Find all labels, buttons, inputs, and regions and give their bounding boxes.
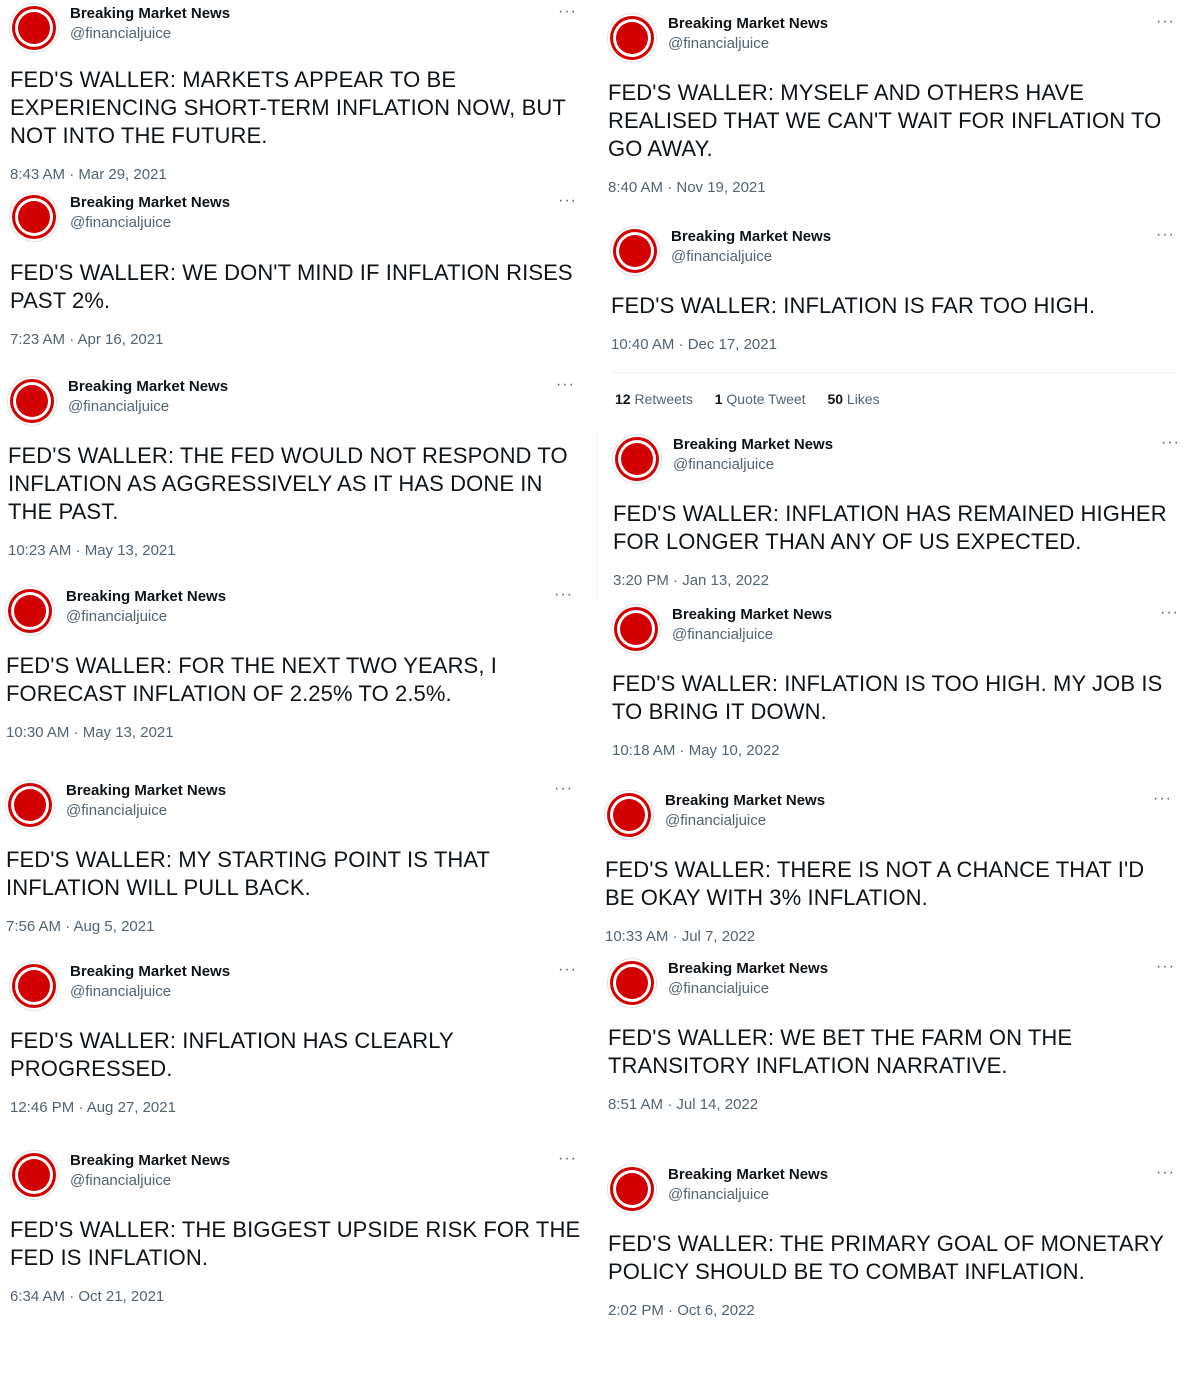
more-options-icon[interactable]: ··· bbox=[558, 192, 577, 209]
account-name[interactable]: Breaking Market News bbox=[665, 792, 826, 809]
avatar[interactable] bbox=[608, 1165, 656, 1213]
avatar[interactable] bbox=[612, 605, 660, 653]
tweet-timestamp[interactable]: 3:20 PM · Jan 13, 2022 bbox=[613, 572, 769, 589]
more-options-icon[interactable]: ··· bbox=[1156, 226, 1175, 243]
tweet-timestamp[interactable]: 6:34 AM · Oct 21, 2021 bbox=[10, 1288, 165, 1305]
account-name[interactable]: Breaking Market News bbox=[70, 5, 231, 22]
likes-link[interactable]: 50 Likes bbox=[827, 391, 880, 407]
logo-icon bbox=[10, 379, 54, 423]
account-handle[interactable]: @financialjuice bbox=[70, 214, 172, 231]
more-options-icon[interactable]: ··· bbox=[1153, 790, 1172, 807]
tweet-text: FED'S WALLER: WE DON'T MIND IF INFLATION RISES PAST 2%. bbox=[10, 260, 573, 313]
more-options-icon[interactable]: ··· bbox=[1161, 434, 1180, 451]
tweet-text: FED'S WALLER: INFLATION HAS REMAINED HIGHER FOR LONGER THAN ANY OF US EXPECTED. bbox=[613, 501, 1167, 554]
account-name[interactable]: Breaking Market News bbox=[668, 15, 829, 32]
logo-icon bbox=[12, 6, 56, 50]
more-options-icon[interactable]: ··· bbox=[1160, 604, 1179, 621]
avatar[interactable] bbox=[608, 959, 656, 1007]
account-handle[interactable]: @financialjuice bbox=[665, 812, 767, 829]
account-handle[interactable]: @financialjuice bbox=[70, 1172, 172, 1189]
tweet-text: FED'S WALLER: THE PRIMARY GOAL OF MONETARY POLICY SHOULD BE TO COMBAT INFLATION. bbox=[608, 1231, 1165, 1284]
more-options-icon[interactable]: ··· bbox=[558, 961, 577, 978]
more-options-icon[interactable]: ··· bbox=[1156, 1164, 1175, 1181]
logo-icon bbox=[614, 607, 658, 651]
logo-icon bbox=[607, 793, 651, 837]
logo-icon bbox=[8, 783, 52, 827]
account-handle[interactable]: @financialjuice bbox=[668, 980, 770, 997]
tweet-timestamp[interactable]: 12:46 PM · Aug 27, 2021 bbox=[10, 1099, 176, 1116]
avatar[interactable] bbox=[613, 435, 661, 483]
retweets-link[interactable]: 12 Retweets bbox=[615, 391, 693, 407]
account-name[interactable]: Breaking Market News bbox=[668, 1166, 829, 1183]
tweet-timestamp[interactable]: 10:40 AM · Dec 17, 2021 bbox=[611, 336, 777, 353]
tweet-text: FED'S WALLER: WE BET THE FARM ON THE TRANSITORY INFLATION NARRATIVE. bbox=[608, 1025, 1073, 1078]
engagement-stats bbox=[615, 389, 898, 409]
more-options-icon[interactable]: ··· bbox=[1156, 13, 1175, 30]
logo-icon bbox=[8, 589, 52, 633]
avatar[interactable] bbox=[10, 1151, 58, 1199]
avatar[interactable] bbox=[10, 4, 58, 52]
divider bbox=[596, 432, 597, 600]
avatar[interactable] bbox=[6, 587, 54, 635]
account-handle[interactable]: @financialjuice bbox=[68, 398, 170, 415]
account-handle[interactable]: @financialjuice bbox=[66, 802, 168, 819]
tweet-text: FED'S WALLER: FOR THE NEXT TWO YEARS, I FORECAST INFLATION OF 2.25% TO 2.5%. bbox=[6, 653, 497, 706]
more-options-icon[interactable]: ··· bbox=[556, 376, 575, 393]
logo-icon bbox=[12, 195, 56, 239]
avatar[interactable] bbox=[10, 193, 58, 241]
tweet-timestamp[interactable]: 10:33 AM · Jul 7, 2022 bbox=[605, 928, 756, 945]
tweet-timestamp[interactable]: 10:30 AM · May 13, 2021 bbox=[6, 724, 174, 741]
tweet-timestamp[interactable]: 8:40 AM · Nov 19, 2021 bbox=[608, 179, 766, 196]
logo-icon bbox=[12, 964, 56, 1008]
account-name[interactable]: Breaking Market News bbox=[70, 194, 231, 211]
tweet-text: FED'S WALLER: MYSELF AND OTHERS HAVE REALISED THAT WE CAN'T WAIT FOR INFLATION TO GO AWAY. bbox=[608, 80, 1162, 161]
account-name[interactable]: Breaking Market News bbox=[668, 960, 829, 977]
account-name[interactable]: Breaking Market News bbox=[672, 606, 833, 623]
logo-icon bbox=[610, 1167, 654, 1211]
tweet-timestamp[interactable]: 7:23 AM · Apr 16, 2021 bbox=[10, 331, 164, 348]
avatar[interactable] bbox=[611, 227, 659, 275]
tweet-text: FED'S WALLER: MARKETS APPEAR TO BE EXPERIENCING SHORT-TERM INFLATION NOW, BUT NOT INTO THE FUTURE. bbox=[10, 67, 566, 148]
tweet-timestamp[interactable]: 10:23 AM · May 13, 2021 bbox=[8, 542, 176, 559]
tweet-text: FED'S WALLER: INFLATION HAS CLEARLY PROGRESSED. bbox=[10, 1028, 454, 1081]
account-handle[interactable]: @financialjuice bbox=[668, 1186, 770, 1203]
tweet-text: FED'S WALLER: INFLATION IS FAR TOO HIGH. bbox=[611, 293, 1096, 318]
account-handle[interactable]: @financialjuice bbox=[66, 608, 168, 625]
avatar[interactable] bbox=[8, 377, 56, 425]
account-handle[interactable]: @financialjuice bbox=[672, 626, 774, 643]
account-name[interactable]: Breaking Market News bbox=[70, 963, 231, 980]
more-options-icon[interactable]: ··· bbox=[554, 586, 573, 603]
account-name[interactable]: Breaking Market News bbox=[70, 1152, 231, 1169]
logo-icon bbox=[12, 1153, 56, 1197]
tweet-text: FED'S WALLER: THE BIGGEST UPSIDE RISK FOR THE FED IS INFLATION. bbox=[10, 1217, 581, 1270]
tweet-timestamp[interactable]: 8:51 AM · Jul 14, 2022 bbox=[608, 1096, 759, 1113]
account-handle[interactable]: @financialjuice bbox=[70, 25, 172, 42]
tweet-text: FED'S WALLER: INFLATION IS TOO HIGH. MY JOB IS TO BRING IT DOWN. bbox=[612, 671, 1163, 724]
quote-tweets-link[interactable]: 1 Quote Tweet bbox=[714, 391, 806, 407]
divider bbox=[611, 372, 1177, 373]
avatar[interactable] bbox=[10, 962, 58, 1010]
account-name[interactable]: Breaking Market News bbox=[671, 228, 832, 245]
more-options-icon[interactable]: ··· bbox=[554, 780, 573, 797]
tweet-timestamp[interactable]: 10:18 AM · May 10, 2022 bbox=[612, 742, 780, 759]
account-name[interactable]: Breaking Market News bbox=[66, 588, 227, 605]
avatar[interactable] bbox=[608, 14, 656, 62]
tweet-text: FED'S WALLER: THE FED WOULD NOT RESPOND TO INFLATION AS AGGRESSIVELY AS IT HAS DONE IN THE PAST. bbox=[8, 443, 568, 524]
account-handle[interactable]: @financialjuice bbox=[673, 456, 775, 473]
avatar[interactable] bbox=[605, 791, 653, 839]
account-name[interactable]: Breaking Market News bbox=[673, 436, 834, 453]
more-options-icon[interactable]: ··· bbox=[558, 1150, 577, 1167]
avatar[interactable] bbox=[6, 781, 54, 829]
tweet-text: FED'S WALLER: THERE IS NOT A CHANCE THAT I'D BE OKAY WITH 3% INFLATION. bbox=[605, 857, 1145, 910]
account-name[interactable]: Breaking Market News bbox=[68, 378, 229, 395]
tweet-text: FED'S WALLER: MY STARTING POINT IS THAT INFLATION WILL PULL BACK. bbox=[6, 847, 491, 900]
tweet-timestamp[interactable]: 2:02 PM · Oct 6, 2022 bbox=[608, 1302, 755, 1319]
account-handle[interactable]: @financialjuice bbox=[668, 35, 770, 52]
more-options-icon[interactable]: ··· bbox=[558, 3, 577, 20]
logo-icon bbox=[613, 229, 657, 273]
account-handle[interactable]: @financialjuice bbox=[70, 983, 172, 1000]
account-name[interactable]: Breaking Market News bbox=[66, 782, 227, 799]
tweet-timestamp[interactable]: 8:43 AM · Mar 29, 2021 bbox=[10, 166, 167, 183]
tweet-timestamp[interactable]: 7:56 AM · Aug 5, 2021 bbox=[6, 918, 155, 935]
account-handle[interactable]: @financialjuice bbox=[671, 248, 773, 265]
logo-icon bbox=[610, 16, 654, 60]
more-options-icon[interactable]: ··· bbox=[1156, 958, 1175, 975]
logo-icon bbox=[615, 437, 659, 481]
logo-icon bbox=[610, 961, 654, 1005]
